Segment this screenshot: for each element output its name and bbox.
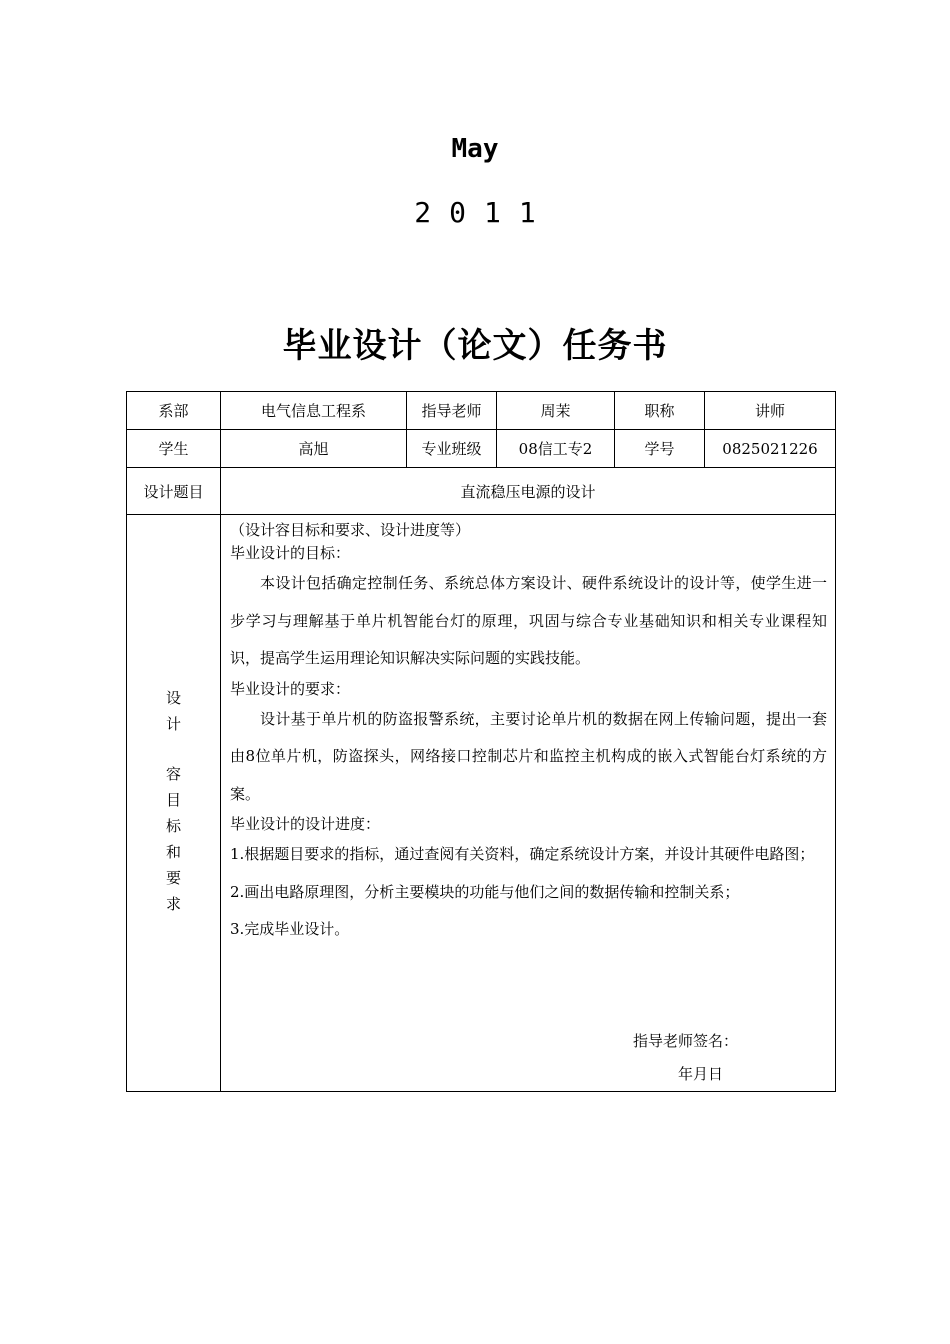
document-title: 毕业设计（论文）任务书 — [282, 326, 668, 366]
table-row-content — [127, 515, 836, 1092]
progress-item-2: 2.画出电路原理图，分析主要模块的功能与他们之间的数据传输和控制关系； — [230, 882, 740, 901]
side-char: 标 — [165, 817, 181, 835]
side-char: 求 — [165, 895, 181, 913]
progress-item-3: 3.完成毕业设计。 — [230, 920, 350, 938]
class-label: 专业班级 — [407, 430, 497, 468]
table-row-topic — [127, 468, 836, 515]
table-row-department — [127, 392, 836, 430]
signature-label: 指导老师签名： — [633, 1032, 739, 1050]
dept-value: 电气信息工程系 — [221, 392, 407, 430]
content-note: （设计容目标和要求、设计进度等） — [230, 521, 471, 539]
student-id-value: 0825021226 — [705, 430, 836, 468]
content-body — [221, 515, 836, 1092]
topic-value: 直流稳压电源的设计 — [221, 468, 836, 515]
goal-heading: 毕业设计的目标： — [230, 544, 351, 562]
dept-label: 系部 — [127, 392, 221, 430]
cover-year: 2011 — [414, 196, 554, 229]
content-side-label — [127, 515, 221, 1092]
advisor-value: 周茉 — [497, 392, 615, 430]
signature-block — [633, 1025, 738, 1091]
student-label: 学生 — [127, 430, 221, 468]
topic-label: 设计题目 — [127, 468, 221, 515]
side-char: 计 — [165, 715, 181, 733]
goal-text: 本设计包括确定控制任务、系统总体方案设计、硬件系统设计的设计等，使学生进一步学习与理解基于单片机智能台灯的原理，巩固与综合专业基础知识和相关专业课程知识，提高学生运用理论知识解决实际问题的实践技能。 — [230, 574, 827, 667]
progress-item-1: 1.根据题目要求的指标，通过查阅有关资料，确定系统设计方案，并设计其硬件电路图； — [230, 845, 815, 863]
progress-heading: 毕业设计的设计进度： — [230, 815, 381, 833]
cover-month: May — [451, 134, 499, 164]
student-id-label: 学号 — [615, 430, 705, 468]
advisor-label: 指导老师 — [407, 392, 497, 430]
side-char: 要 — [165, 869, 181, 887]
rank-label: 职称 — [615, 392, 705, 430]
class-value: 08信工专2 — [497, 430, 615, 468]
side-char: 和 — [165, 843, 181, 861]
task-table — [126, 391, 836, 1092]
rank-value: 讲师 — [705, 392, 836, 430]
side-char: 设 — [165, 689, 181, 707]
side-char: 目 — [165, 791, 181, 809]
student-value: 高旭 — [221, 430, 407, 468]
date-label: 年月日 — [678, 1065, 724, 1083]
table-row-student — [127, 430, 836, 468]
side-char: 容 — [165, 765, 181, 783]
requirement-heading: 毕业设计的要求： — [230, 679, 351, 698]
requirement-text: 设计基于单片机的防盗报警系统，主要讨论单片机的数据在网上传输问题，提出一套由8位单片机，防盗探头，网络接口控制芯片和监控主机构成的嵌入式智能台灯系统的方案。 — [230, 709, 827, 803]
